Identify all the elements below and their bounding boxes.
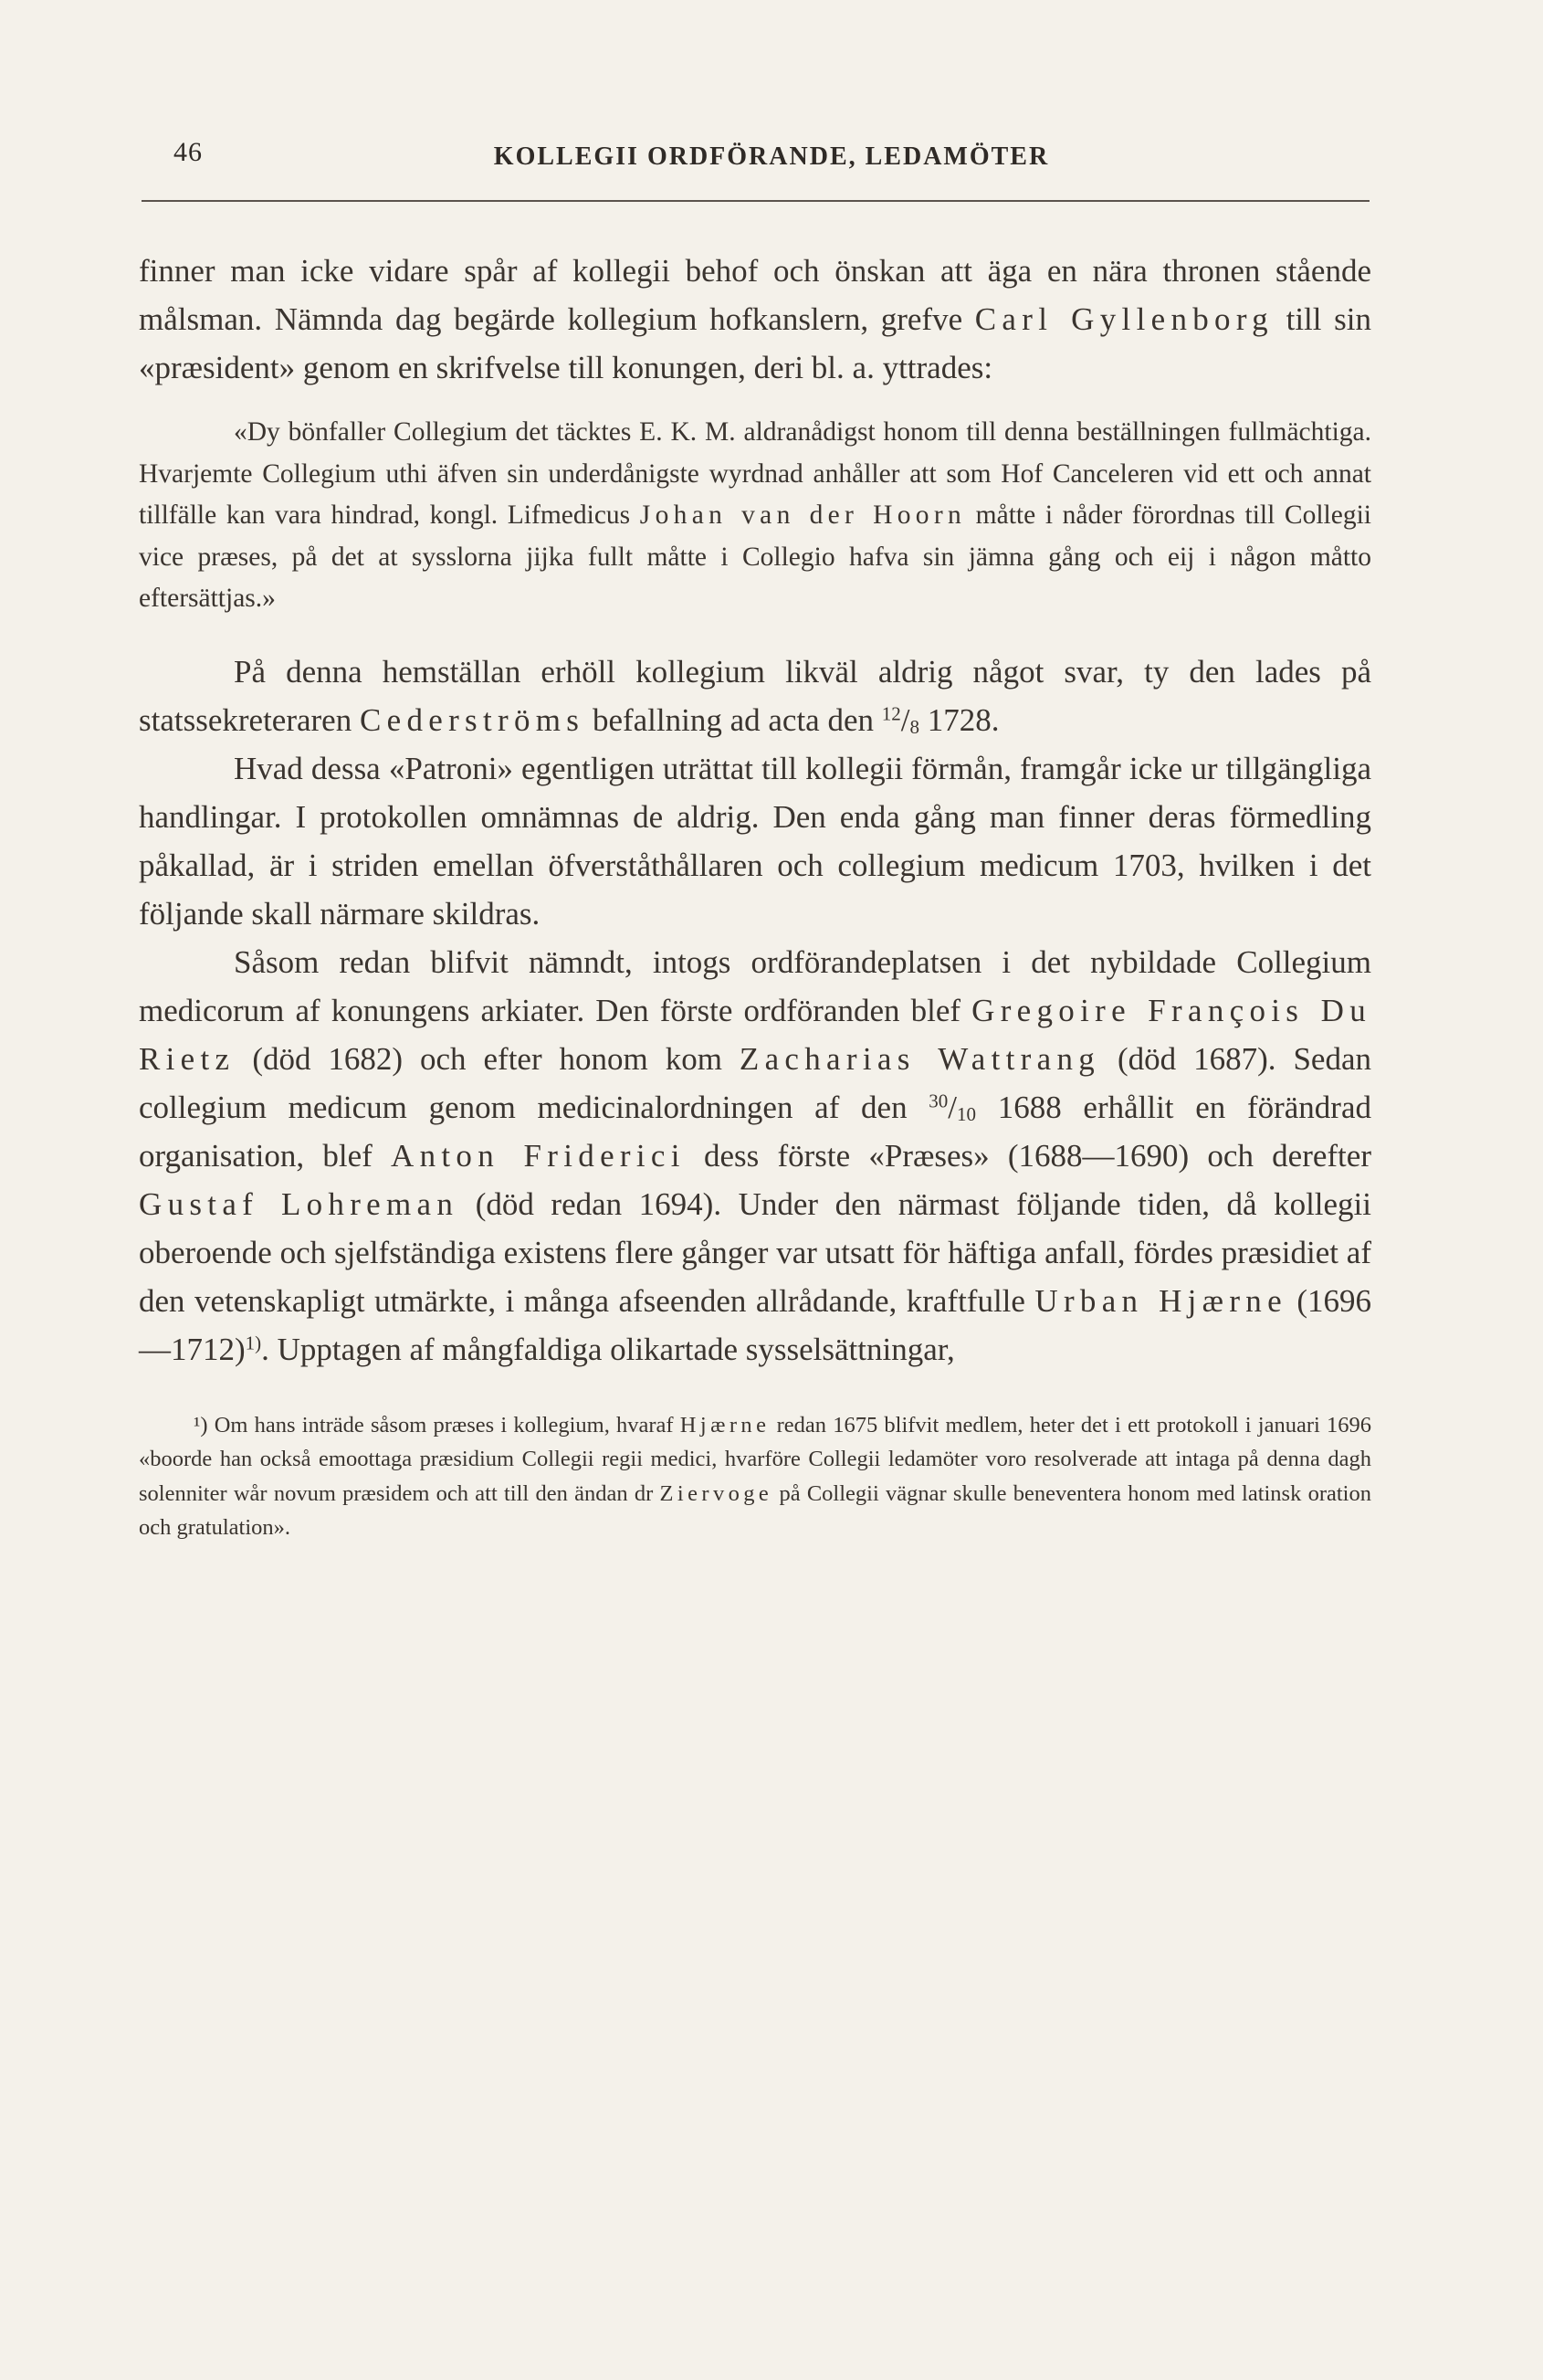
person-name: Urban Hjærne (1034, 1282, 1287, 1319)
text-run: på Collegii vägnar skulle beneventera honom med latinsk oration och gratulation». (139, 1480, 1371, 1540)
person-name: Gustaf Lohreman (139, 1185, 459, 1222)
text-run: (död redan 1694). Under den närmast följande tiden, då kollegii oberoende och sjelfständiga existens flere gånger var utsatt för häftiga anfall, fördes præsidiet af den vetenskapligt utmärkte, i många afseenden allrådande, kraftfulle (139, 1185, 1372, 1319)
fraction-slash: / (948, 1089, 958, 1125)
person-name: Zacharias Wattrang (739, 1040, 1101, 1077)
running-title: KOLLEGII ORDFÖRANDE, LEDAMÖTER (493, 142, 1050, 171)
footnote-marker: ¹) (194, 1412, 208, 1437)
text-run: Om hans inträde såsom præses i kollegium, hvaraf (207, 1412, 680, 1437)
footnote-reference[interactable]: 1) (245, 1331, 262, 1353)
person-name: Johan van der Hoorn (639, 500, 967, 530)
text-run: «Dy bönfaller Collegium det täcktes E. K. M. aldranådigst honom till denna beställningen fullmächtiga. Hvarjemte Collegium uthi äfven sin underdånigste wyrdnad anhåller att som Hof Canceleren vid ett och annat tillfälle kan vara hindrad, kongl. Lifmedicus (139, 417, 1371, 530)
person-name: Ziervoge (659, 1480, 773, 1506)
text-run: (död 1682) och efter honom kom (235, 1040, 740, 1077)
page-number: 46 (173, 137, 203, 167)
text-run: Såsom redan blifvit nämndt, intogs ordförandeplatsen i det nybildade Collegium medicorum af konungens arkiater. Den förste ordföranden blef (139, 943, 1371, 1028)
person-name: Hjærne (679, 1412, 771, 1437)
page-header (0, 137, 1543, 183)
paragraph-3: Hvad dessa «Patroni» egentligen uträttat till kollegii förmån, framgår icke ur tillgängliga handlingar. I protokollen omnämnas de aldrig. Den enda gång man finner deras förmedling påkallad, är i striden emellan öfverståthållaren och collegium medicum 1703, hvilken i det följande skall närmare skildras. (139, 750, 1371, 932)
text-run: finner man icke vidare spår af kollegii behof och önskan att äga en nära thronen stående målsman. Nämnda dag begärde kollegium hofkanslern, grefve (139, 253, 1371, 337)
text-run: dess förste «Præses» (1688—1690) och derefter (685, 1137, 1371, 1174)
block-quote (139, 412, 1371, 620)
date-denominator: 10 (957, 1102, 977, 1125)
fraction-slash: / (900, 701, 910, 738)
paragraph-1 (139, 247, 1371, 392)
person-name: Cederströms (359, 701, 585, 738)
header-rule (142, 200, 1370, 202)
footnote (139, 1408, 1371, 1545)
text-run: 1688 erhållit en förändrad organisation, blef (139, 1089, 1371, 1174)
text-run: 1728. (918, 701, 1000, 738)
text-run: befallning ad acta den (584, 701, 882, 738)
text-run: redan 1675 blifvit medlem, heter det i ett protokoll i januari 1696 «boorde han också emoottaga præsidium Collegii regii medici, hvarföre Collegii ledamöter voro resolverade att intaga på denna dagh solenniter wår novum præsidem och att till den ändan dr (139, 1412, 1371, 1506)
date-numerator: 12 (881, 701, 901, 724)
text-run: måtte i nåder förordnas till Collegii vice præses, på det at sysslorna jijka fullt måtte i Collegio hafva sin jämna gång och eij i någon måtto eftersättjas.» (139, 500, 1371, 613)
text-run: . Upptagen af mångfaldiga olikartade sysselsättningar, (261, 1331, 955, 1367)
person-name: Anton Friderici (391, 1137, 686, 1174)
date-denominator: 8 (909, 715, 919, 738)
person-name: Carl Gyllenborg (974, 301, 1274, 337)
person-name: Gregoire François Du Rietz (139, 992, 1371, 1077)
text-run: till sin «præsident» genom en skrifvelse till konungen, deri bl. a. yttrades: (139, 301, 1371, 385)
paragraph-2 (139, 648, 1371, 744)
date-numerator: 30 (929, 1089, 949, 1111)
text-run: (död 1687). Sedan collegium medicum genom medicinalordningen af den (139, 1040, 1371, 1125)
text-run: (1696—1712) (139, 1282, 1371, 1367)
paragraph-4 (139, 938, 1371, 1374)
text-run: På denna hemställan erhöll kollegium likväl aldrig något svar, ty den lades på statssekreteraren (139, 653, 1371, 738)
page-body (139, 247, 1371, 1545)
